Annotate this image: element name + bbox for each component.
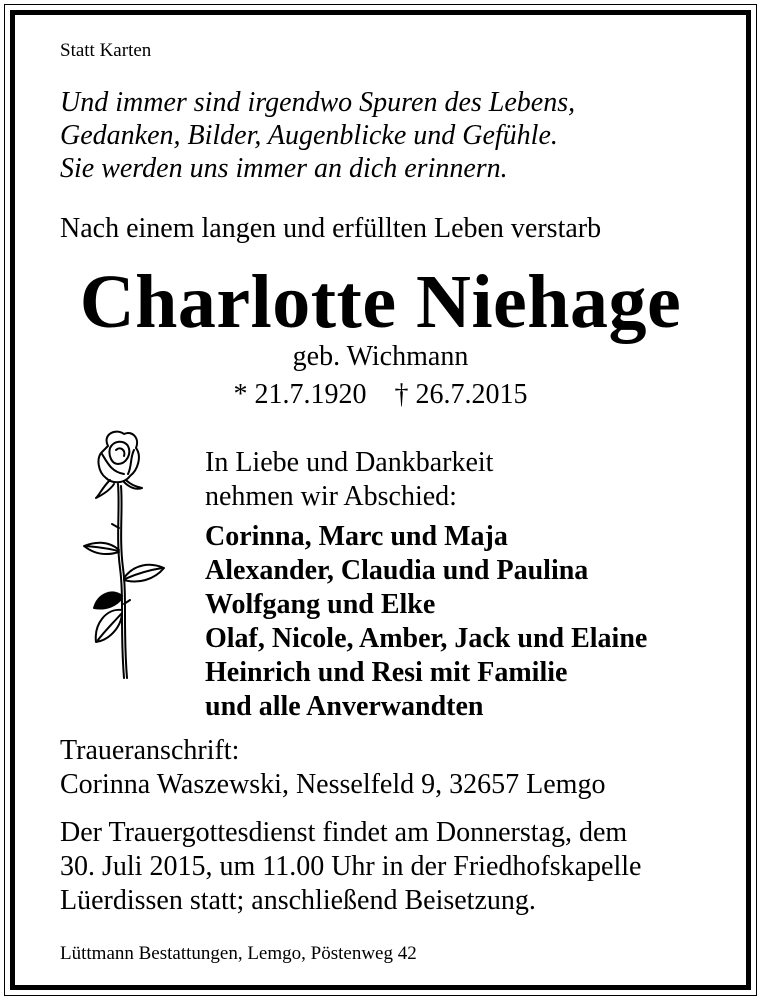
poem-line: Und immer sind irgendwo Spuren des Lebens, <box>60 87 576 118</box>
farewell-line: In Liebe und Dankbarkeit <box>205 447 494 478</box>
service-line: Lüerdissen statt; anschließend Beisetzung. <box>60 885 536 916</box>
mourner-item: Heinrich und Resi mit Familie <box>205 657 568 688</box>
poem-line: Gedanken, Bilder, Augenblicke und Gefühle. <box>60 120 558 151</box>
address-value: Corinna Waszewski, Nesselfeld 9, 32657 Lemgo <box>60 769 606 800</box>
life-dates: * 21.7.1920 † 26.7.2015 <box>233 379 528 410</box>
mourner-item: Corinna, Marc und Maja <box>205 521 508 552</box>
service-line: 30. Juli 2015, um 11.00 Uhr in der Friedhofskapelle <box>60 851 642 882</box>
mourners-list <box>205 520 647 724</box>
poem <box>60 86 575 185</box>
mourning-address <box>60 734 605 802</box>
farewell-text <box>205 446 493 514</box>
rose-icon <box>72 428 172 688</box>
address-label: Traueranschrift: <box>60 735 240 766</box>
mourner-item: Wolfgang und Elke <box>205 589 436 620</box>
statt-karten-label: Statt Karten <box>60 40 152 61</box>
farewell-line: nehmen wir Abschied: <box>205 481 457 512</box>
funeral-home-footer: Lüttmann Bestattungen, Lemgo, Pöstenweg 42 <box>60 943 417 964</box>
poem-line: Sie werden uns immer an dich erinnern. <box>60 153 508 184</box>
mourner-item: Olaf, Nicole, Amber, Jack und Elaine <box>205 623 648 654</box>
maiden-name: geb. Wichmann <box>292 341 469 372</box>
intro-text: Nach einem langen und erfüllten Leben verstarb <box>60 213 602 244</box>
deceased-name: Charlotte Niehage <box>79 260 682 344</box>
mourner-item: Alexander, Claudia und Paulina <box>205 555 589 586</box>
service-info <box>60 816 641 918</box>
service-line: Der Trauergottesdienst findet am Donnerstag, dem <box>60 817 628 848</box>
mourner-item: und alle Anverwandten <box>205 691 484 722</box>
